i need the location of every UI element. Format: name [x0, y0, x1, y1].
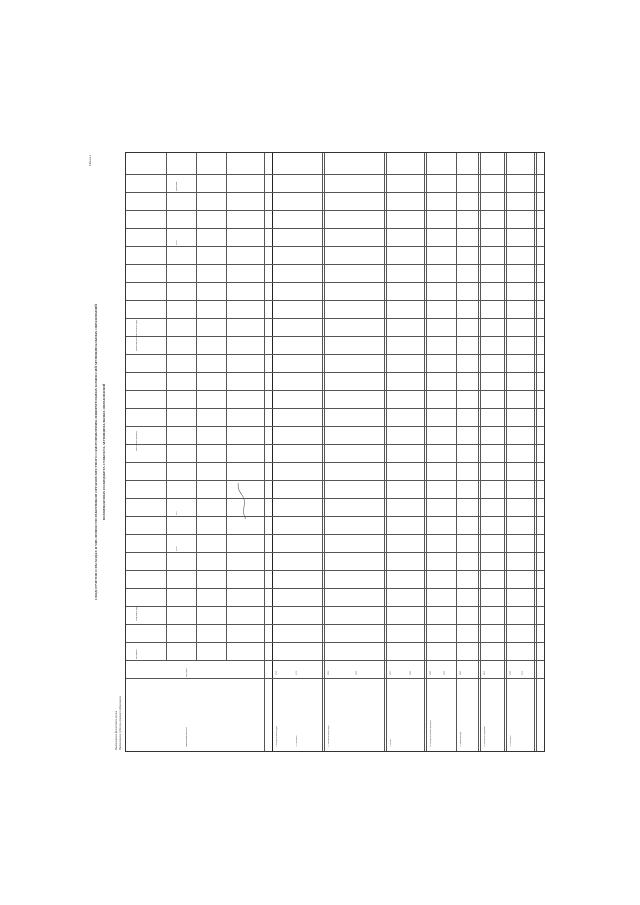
- col-header-total: Всего: [176, 546, 178, 551]
- col-line: [126, 300, 544, 301]
- row-code: 0310: [444, 671, 446, 675]
- col-line: [126, 678, 544, 679]
- header-left-1: Наименование финансового органа: [115, 710, 118, 750]
- row-line: [504, 153, 505, 751]
- header-divider: [272, 153, 273, 751]
- col-line: [126, 462, 544, 463]
- col-header-count: Численность: [136, 649, 138, 659]
- header-subline-3: [226, 153, 227, 661]
- header-left-2: Наименование публично-правового образования: [119, 696, 122, 750]
- col-line: [126, 318, 544, 319]
- row-label: 1.6 Расходы на содержание: [484, 726, 486, 747]
- row-line: [426, 153, 427, 751]
- col-line: [126, 480, 544, 481]
- row-label: 1.3 из них: [390, 739, 392, 747]
- row-line: [324, 153, 325, 751]
- row-line: [478, 153, 479, 751]
- col-line: [126, 444, 544, 445]
- row-line: [322, 153, 323, 751]
- col-line: [126, 498, 544, 499]
- col-line: [126, 264, 544, 265]
- col-line: [126, 606, 544, 607]
- row-label: 1.2 Расходы на оплату труда: [328, 725, 330, 747]
- col-line: [126, 516, 544, 517]
- row-code: 0300: [430, 671, 432, 675]
- row-line: [384, 153, 385, 751]
- col-line: [126, 408, 544, 409]
- col-line: [126, 354, 544, 355]
- col-header-total-2: Всего: [176, 240, 178, 245]
- handwritten-mark: [236, 481, 250, 521]
- col-line: [126, 624, 544, 625]
- col-header-code: Код строки: [186, 668, 188, 677]
- row-code: 0500: [510, 671, 512, 675]
- col-line: [126, 372, 544, 373]
- row-line: [480, 153, 481, 751]
- row-line: [424, 153, 425, 751]
- row-line: [456, 153, 457, 751]
- rotated-form: [85, 142, 555, 762]
- col-header-incl: в т.ч.: [176, 511, 178, 515]
- col-line: [126, 336, 544, 337]
- col-line: [126, 282, 544, 283]
- col-line: [126, 210, 544, 211]
- col-line: [126, 246, 544, 247]
- header-subline-1: [166, 153, 167, 661]
- col-line: [126, 174, 544, 175]
- row-code: 0211: [390, 671, 392, 675]
- col-header-accruals: Начисления на выплаты по оплате труда: [136, 320, 138, 351]
- col-line: [126, 588, 544, 589]
- document-title-line-1: СВОД ОТЧЕТОВ О РАСХОДАХ И ЧИСЛЕННОСТИ РАБОТНИКОВ ОРГАНОВ МЕСТНОГО САМОУПРАВЛЕНИЯ, ИЗБИРАТЕЛЬНЫХ КОМИССИЙ МУНИЦИПАЛЬНЫХ ОБРАЗОВАНИЙ: [94, 304, 98, 600]
- col-header-name: Наименование показателя: [186, 727, 188, 747]
- row-code: 0100: [276, 671, 278, 675]
- col-line: [126, 642, 544, 643]
- row-line: [534, 153, 535, 751]
- row-line: [506, 153, 507, 751]
- col-header-fund: Фонд оплаты труда: [136, 606, 138, 621]
- col-line: [126, 228, 544, 229]
- row-label: 1.4 Расходы на выплаты персоналу: [430, 720, 432, 747]
- header-subline-2: [196, 153, 197, 661]
- col-line: [126, 552, 544, 553]
- row-code: 0210: [356, 671, 358, 675]
- page-label: Таблица 2: [89, 154, 92, 166]
- header-subline-4: [264, 153, 265, 751]
- row-label: 1.5 Прочие расходы: [460, 731, 462, 747]
- col-line: [126, 660, 544, 661]
- row-label: 1.7 в том числе: [510, 735, 512, 747]
- row-label: 1. Расходы на оплату труда: [276, 726, 278, 747]
- col-line: [126, 192, 544, 193]
- document-title-line-2: ВОЗМЕЩАЕМЫХ ИЗ БЮДЖЕТА СУБЪЕКТА, МУНИЦИПАЛЬНЫХ ОБРАЗОВАНИЙ: [102, 383, 106, 521]
- row-code: 0200: [328, 671, 330, 675]
- row-label: 1.1 в том числе: [296, 735, 298, 747]
- col-line: [126, 534, 544, 535]
- row-line: [386, 153, 387, 751]
- row-code: 0220: [410, 671, 412, 675]
- col-header-note: Примечание: [176, 181, 178, 191]
- main-table: [125, 152, 545, 752]
- row-code: 0410: [484, 671, 486, 675]
- col-line: [126, 426, 544, 427]
- row-line: [536, 153, 537, 751]
- row-code: 0110: [296, 671, 298, 675]
- col-line: [126, 390, 544, 391]
- row-code: 0400: [460, 671, 462, 675]
- row-code: 0510: [522, 671, 524, 675]
- col-header-other: Иные выплаты персоналу: [136, 431, 138, 451]
- col-line: [126, 570, 544, 571]
